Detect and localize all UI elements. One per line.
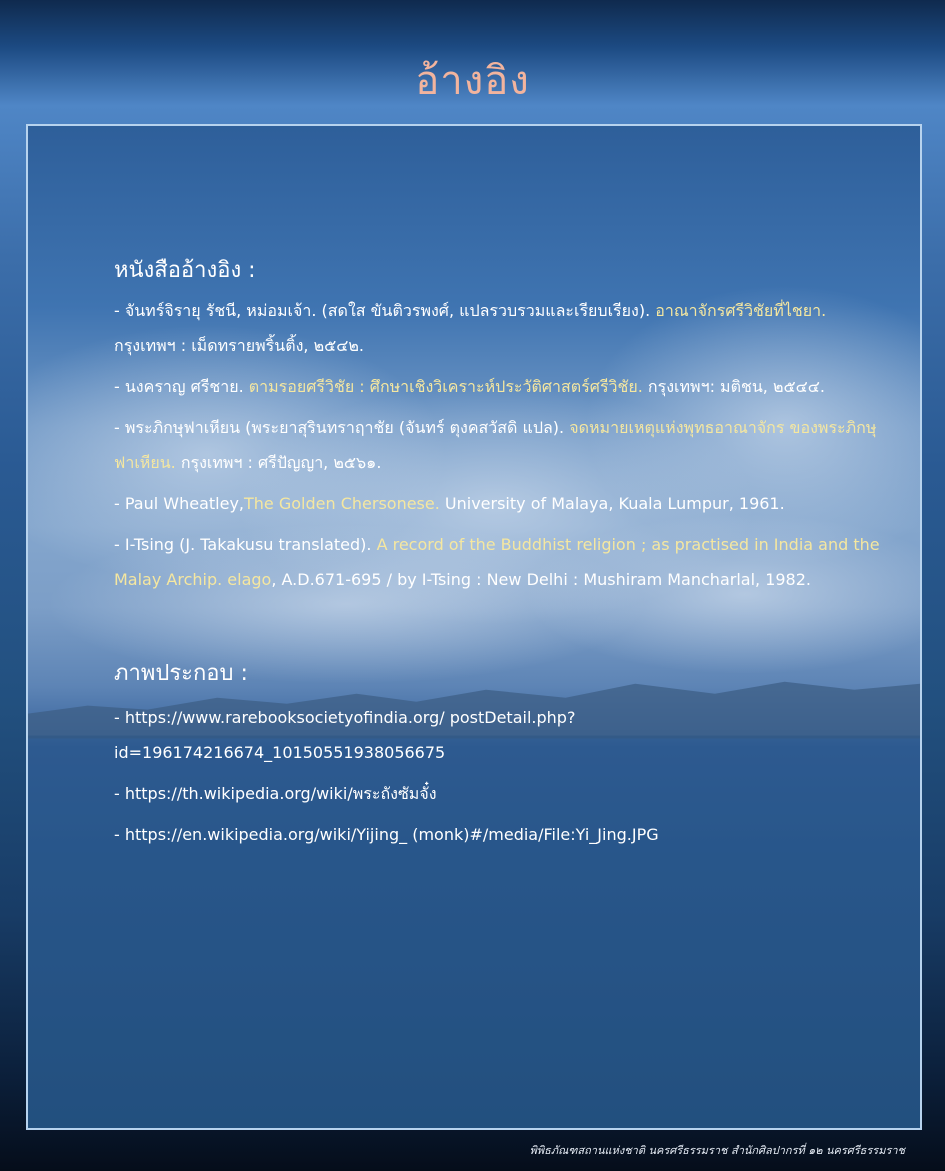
content-area xyxy=(114,252,884,858)
book-reference-5: - I-Tsing (J. Takakusu translated). A record of the Buddhist religion ; as practised in India and the Malay Archip. elago, A.D.671-695 / by I-Tsing : New Delhi : Mushiram Mancharlal, 1982. xyxy=(114,535,880,589)
image-source-link-2[interactable]: - https://th.wikipedia.org/wiki/พระถังซัมจั๋ง xyxy=(114,784,437,803)
image-source-link-1[interactable]: - https://www.rarebooksocietyofindia.org/ postDetail.php?id=196174216674_10150551938056675 xyxy=(114,708,576,762)
book-reference-3: - พระภิกษุฟาเหียน (พระยาสุรินทราฤาชัย (จันทร์ ตุงคสวัสดิ แปล). จดหมายเหตุแห่งพุทธอาณาจักร ของพระภิกษุฟาเหียน. กรุงเทพฯ : ศรีปัญญา, ๒๕๖๑. xyxy=(114,418,877,472)
reference-panel xyxy=(26,124,922,1130)
images-heading: ภาพประกอบ : xyxy=(114,661,248,686)
book-reference-2: - นงคราญ ศรีชาย. ตามรอยศรีวิชัย : ศึกษาเชิงวิเคราะห์ประวัติศาสตร์ศรีวิชัย. กรุงเทพฯ: มติชน, ๒๕๔๔. xyxy=(114,377,825,396)
books-heading: หนังสืออ้างอิง : xyxy=(114,258,256,283)
book-reference-1: - จันทร์จิรายุ รัชนี, หม่อมเจ้า. (สดใส ขันติวรพงศ์, แปลรวบรวมและเรียบเรียง). อาณาจักรศรีวิชัยที่ไชยา. กรุงเทพฯ : เม็ดทรายพริ้นติ้ง, ๒๕๔๒. xyxy=(114,301,827,355)
image-source-link-3[interactable]: - https://en.wikipedia.org/wiki/Yijing_ (monk)#/media/File:Yi_Jing.JPG xyxy=(114,825,659,844)
footer-credit: พิพิธภัณฑสถานแห่งชาติ นครศรีธรรมราช สำนักศิลปากรที่ ๑๒ นครศรีธรรมราช xyxy=(529,1144,905,1157)
page-title: อ้างอิง xyxy=(415,58,530,104)
book-reference-4: - Paul Wheatley,The Golden Chersonese. University of Malaya, Kuala Lumpur, 1961. xyxy=(114,494,785,513)
